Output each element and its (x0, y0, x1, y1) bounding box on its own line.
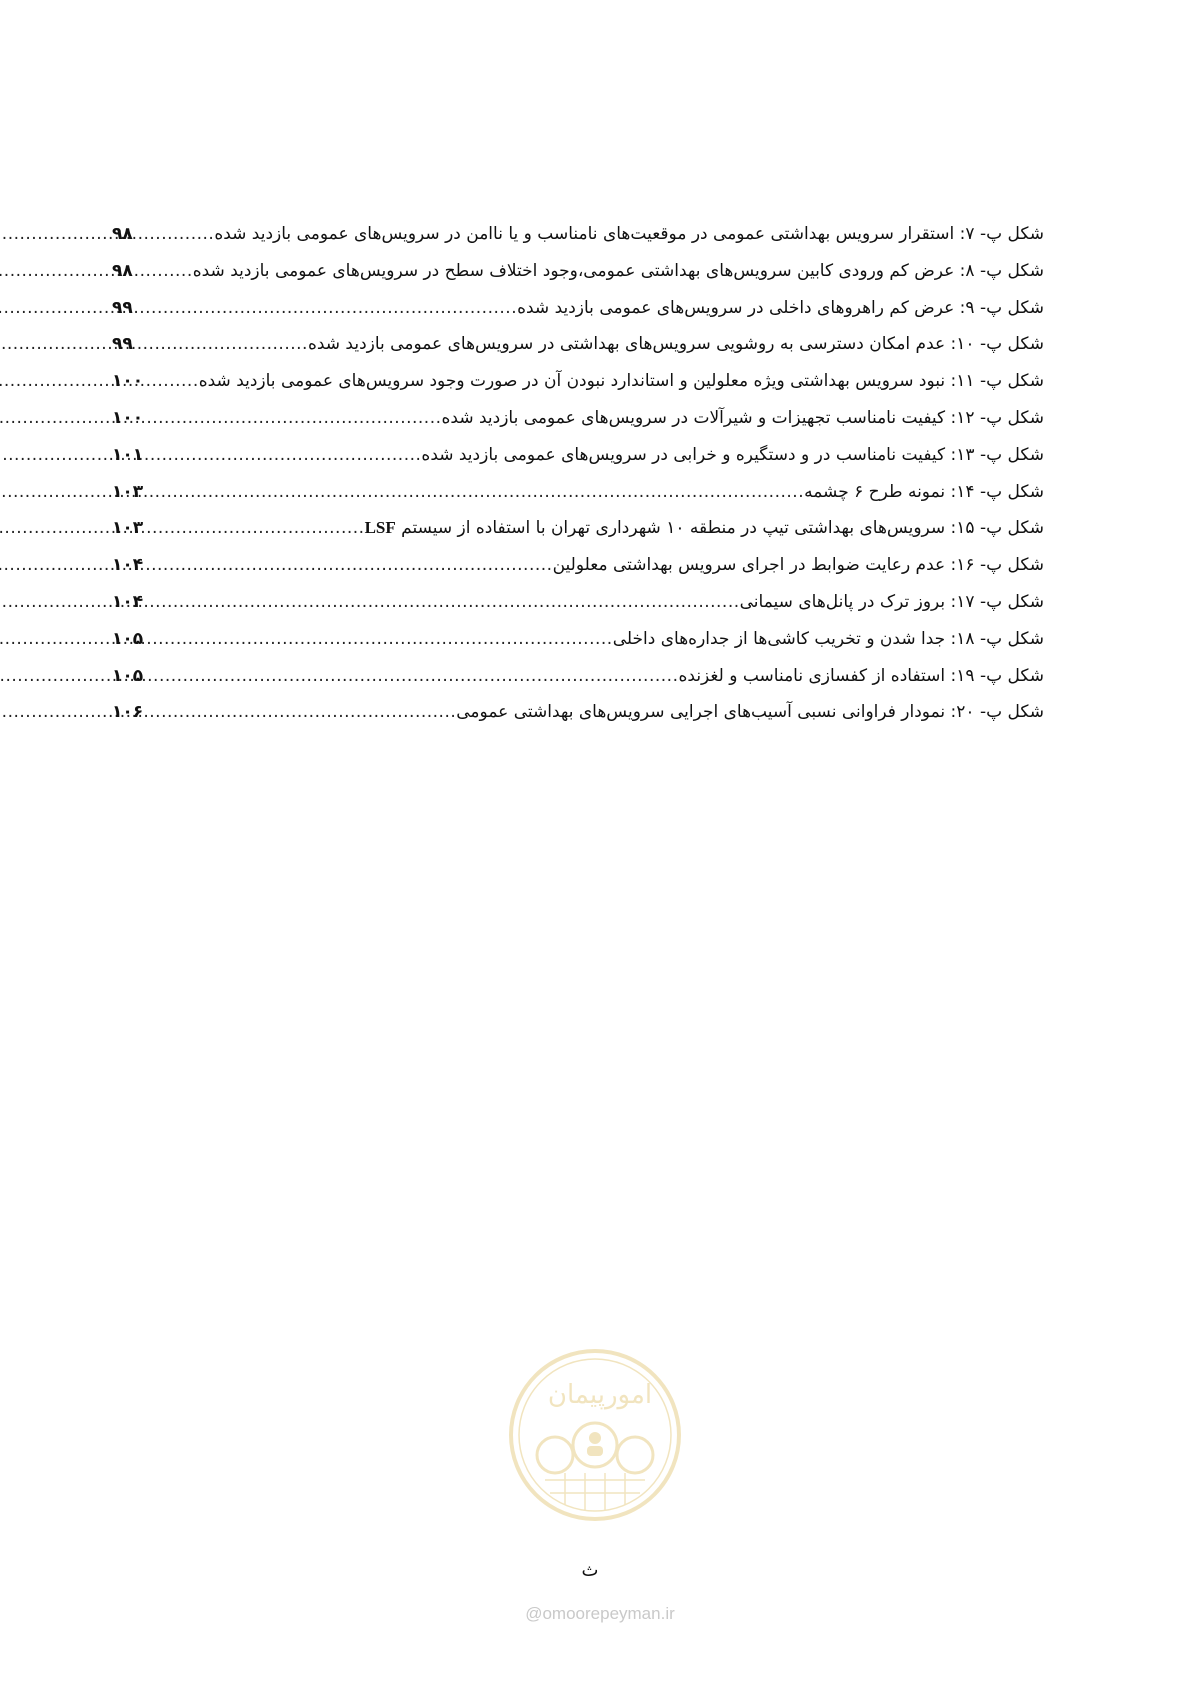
page-number: ث (581, 1560, 599, 1581)
toc-entry-page: ۱۰۳ (112, 518, 144, 539)
site-url[interactable]: @omoorepeyman.ir (525, 1604, 675, 1623)
toc-entry[interactable] (112, 621, 1044, 658)
toc-entry-label: شکل پ- ۱۶: عدم رعایت ضوابط در اجرای سرویس بهداشتی معلولین (552, 555, 1044, 576)
list-of-figures (112, 216, 1044, 731)
toc-entry-label-wrap (365, 510, 1044, 547)
watermark-logo-text: امورپیمان (547, 1380, 653, 1410)
grid-icon (545, 1473, 645, 1510)
leader-dots (135, 326, 308, 363)
toc-entry[interactable] (112, 474, 1044, 511)
toc-entry-page: ۱۰۴ (112, 591, 144, 612)
toc-entry[interactable] (112, 290, 1044, 327)
leader-dots (145, 437, 421, 474)
leader-dots (135, 216, 215, 253)
toc-entry-label: شکل پ- ۱۴: نمونه طرح ۶ چشمه (804, 481, 1044, 502)
toc-entry-page: ۱۰۵ (112, 665, 144, 686)
toc-entry-label: شکل پ- ۹: عرض کم راهروهای داخلی در سرویس‌های عمومی بازدید شده (517, 297, 1044, 318)
toc-entry-label: شکل پ- ۸: عرض کم ورودی کابین سرویس‌های بهداشتی عمومی،وجود اختلاف سطح در سرویس‌های عمومی بازدید شده (192, 260, 1044, 281)
toc-entry[interactable] (112, 658, 1044, 695)
toc-entry-page: ۱۰۳ (112, 481, 144, 502)
toc-entry-page: ۱۰۵ (112, 628, 144, 649)
leader-dots (145, 510, 364, 547)
toc-entry-label: شکل پ- ۷: استقرار سرویس بهداشتی عمومی در موقعیت‌های نامناسب و یا ناامن در سرویس‌های عمومی بازدید شده (214, 224, 1044, 244)
toc-entry-label: شکل پ- ۱۷: بروز ترک در پانل‌های سیمانی (739, 591, 1044, 612)
watermark-logo-graphic (505, 1345, 685, 1525)
toc-entry-label: شکل پ- ۱۰: عدم امکان دسترسی به روشویی سرویس‌های بهداشتی در سرویس‌های عمومی بازدید شده (307, 334, 1044, 355)
leader-dots (145, 621, 613, 658)
person-icon (587, 1432, 603, 1456)
toc-entry[interactable] (112, 326, 1044, 363)
toc-entry[interactable] (112, 437, 1044, 474)
leader-dots (145, 584, 740, 621)
leader-dots (145, 658, 678, 695)
toc-entry-page: ۹۹ (112, 334, 133, 355)
leader-dots (145, 363, 199, 400)
toc-entry-label: شکل پ- ۱۱: نبود سرویس بهداشتی ویژه معلولین و استاندارد نبودن آن در صورت وجود سرویس‌های عمومی بازدید شده (198, 371, 1044, 392)
toc-entry[interactable] (112, 400, 1044, 437)
toc-entry-page: ۱۰۴ (112, 555, 144, 576)
toc-entry-page: ۹۸ (112, 260, 133, 281)
leader-dots (145, 474, 804, 511)
toc-entry-label: شکل پ- ۱۹: استفاده از کفسازی نامناسب و لغزنده (678, 665, 1044, 686)
toc-entry-page: ۹۹ (112, 297, 133, 318)
toc-entry-label: شکل پ- ۱۵: سرویس‌های بهداشتی تیپ در منطقه ۱۰ شهرداری تهران با استفاده از سیستم (401, 518, 1044, 539)
toc-entry-label: شکل پ- ۱۲: کیفیت نامناسب تجهیزات و شیرآلات در سرویس‌های عمومی بازدید شده (441, 407, 1044, 428)
toc-entry[interactable] (112, 584, 1044, 621)
leader-dots (145, 694, 456, 731)
leader-dots (135, 290, 517, 327)
toc-entry[interactable] (112, 216, 1044, 253)
toc-entry-label: شکل پ- ۲۰: نمودار فراوانی نسبی آسیب‌های اجرایی سرویس‌های بهداشتی عمومی (456, 702, 1044, 723)
leader-dots (145, 400, 441, 437)
toc-entry-label: شکل پ- ۱۸: جدا شدن و تخریب کاشی‌ها از جداره‌های داخلی (612, 628, 1044, 649)
toc-entry-page: ۱۰۰ (112, 407, 144, 428)
toc-entry-page: ۱۰۱ (112, 444, 144, 465)
toc-entry[interactable] (112, 363, 1044, 400)
toc-entry-label: شکل پ- ۱۳: کیفیت نامناسب در و دستگیره و خرابی در سرویس‌های عمومی بازدید شده (421, 444, 1044, 465)
toc-entry[interactable] (112, 547, 1044, 584)
toc-entry-page: ۹۸ (112, 224, 133, 244)
toc-entry-page: ۱۰۰ (112, 371, 144, 392)
toc-entry-label-latin: LSF (364, 518, 396, 538)
toc-entry-page: ۱۰۶ (112, 702, 144, 723)
toc-entry[interactable] (112, 694, 1044, 731)
watermark-logo (505, 1345, 685, 1525)
leader-dots (135, 253, 193, 290)
leader-dots (145, 547, 552, 584)
toc-entry[interactable] (112, 510, 1044, 547)
toc-entry[interactable] (112, 253, 1044, 290)
